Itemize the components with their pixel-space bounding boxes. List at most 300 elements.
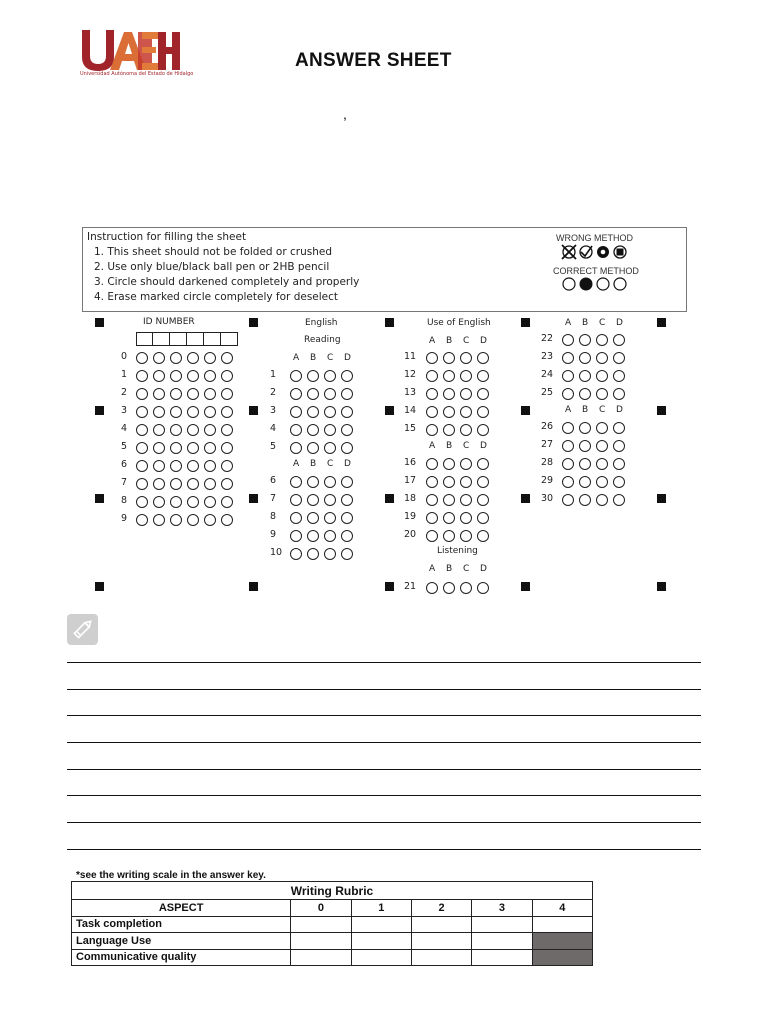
answer-bubble[interactable]: [426, 512, 438, 524]
id-bubble[interactable]: [170, 460, 182, 472]
answer-bubble[interactable]: [290, 530, 302, 542]
logo-subtitle: Universidad Autónoma del Estado de Hidalgo: [80, 71, 194, 77]
timing-mark: [95, 318, 104, 327]
pencil-icon: [67, 614, 98, 645]
option-letter: D: [344, 353, 351, 363]
answer-bubble[interactable]: [341, 424, 353, 436]
id-bubble[interactable]: [136, 352, 148, 364]
answer-bubble[interactable]: [613, 370, 625, 382]
answer-bubble[interactable]: [443, 406, 455, 418]
writing-line[interactable]: [67, 662, 701, 663]
id-bubble[interactable]: [204, 424, 216, 436]
answer-bubble[interactable]: [596, 388, 608, 400]
answer-bubble[interactable]: [579, 352, 591, 364]
answer-bubble[interactable]: [477, 530, 489, 542]
answer-bubble[interactable]: [324, 512, 336, 524]
question-number: 26: [541, 421, 554, 432]
score-cell[interactable]: [472, 916, 532, 933]
answer-bubble[interactable]: [443, 370, 455, 382]
answer-bubble[interactable]: [477, 370, 489, 382]
answer-bubble[interactable]: [596, 458, 608, 470]
answer-bubble[interactable]: [477, 494, 489, 506]
answer-bubble[interactable]: [443, 458, 455, 470]
question-number: 10: [270, 547, 283, 558]
answer-bubble[interactable]: [460, 424, 472, 436]
id-bubble[interactable]: [187, 406, 199, 418]
id-bubble[interactable]: [221, 442, 233, 454]
id-bubble[interactable]: [204, 514, 216, 526]
answer-bubble[interactable]: [426, 530, 438, 542]
question-number: 22: [541, 333, 554, 344]
answer-bubble[interactable]: [460, 512, 472, 524]
writing-note: *see the writing scale in the answer key.: [76, 870, 266, 881]
timing-mark: [657, 582, 666, 591]
id-bubble[interactable]: [204, 388, 216, 400]
answer-bubble[interactable]: [562, 476, 574, 488]
writing-line[interactable]: [67, 689, 701, 690]
score-cell[interactable]: [472, 949, 532, 966]
score-cell[interactable]: [351, 933, 411, 950]
option-letter: B: [310, 353, 317, 363]
option-letter: D: [344, 459, 351, 469]
option-letter: C: [599, 318, 606, 328]
option-letter: C: [327, 353, 334, 363]
id-bubble[interactable]: [204, 370, 216, 382]
answer-bubble[interactable]: [443, 424, 455, 436]
id-bubble[interactable]: [136, 478, 148, 490]
answer-bubble[interactable]: [426, 582, 438, 594]
answer-bubble[interactable]: [460, 370, 472, 382]
id-bubble[interactable]: [204, 406, 216, 418]
instruction-item: 4. Erase marked circle completely for deselect: [94, 291, 339, 303]
score-cell[interactable]: [472, 933, 532, 950]
answer-bubble[interactable]: [341, 370, 353, 382]
writing-line[interactable]: [67, 849, 701, 850]
answer-bubble[interactable]: [443, 494, 455, 506]
answer-bubble[interactable]: [443, 512, 455, 524]
wrong-method-label: WRONG METHOD: [556, 233, 633, 243]
id-bubble[interactable]: [204, 460, 216, 472]
timing-mark: [95, 494, 104, 503]
question-number: 4: [270, 423, 277, 434]
question-number: 14: [404, 405, 417, 416]
answer-bubble[interactable]: [341, 512, 353, 524]
question-number: 9: [270, 529, 277, 540]
score-header: 0: [291, 900, 351, 917]
id-bubble[interactable]: [170, 388, 182, 400]
answer-bubble[interactable]: [460, 530, 472, 542]
id-bubble[interactable]: [170, 424, 182, 436]
answer-bubble[interactable]: [307, 370, 319, 382]
answer-bubble[interactable]: [426, 370, 438, 382]
id-bubble[interactable]: [187, 496, 199, 508]
answer-bubble[interactable]: [426, 406, 438, 418]
id-digit-label: 4: [121, 423, 128, 434]
answer-bubble[interactable]: [443, 388, 455, 400]
id-bubble[interactable]: [153, 370, 165, 382]
score-cell[interactable]: [411, 933, 471, 950]
answer-bubble[interactable]: [477, 512, 489, 524]
id-digit-label: 1: [121, 369, 128, 380]
answer-bubble[interactable]: [562, 440, 574, 452]
id-bubble[interactable]: [153, 388, 165, 400]
answer-bubble[interactable]: [477, 476, 489, 488]
question-number: 15: [404, 423, 417, 434]
id-bubble[interactable]: [170, 352, 182, 364]
timing-mark: [385, 318, 394, 327]
id-bubble[interactable]: [204, 478, 216, 490]
score-cell[interactable]: [291, 916, 351, 933]
answer-bubble[interactable]: [579, 494, 591, 506]
answer-bubble[interactable]: [290, 388, 302, 400]
option-letter: A: [429, 336, 436, 346]
option-letter: A: [293, 459, 300, 469]
answer-bubble[interactable]: [477, 388, 489, 400]
answer-bubble[interactable]: [613, 494, 625, 506]
timing-mark: [521, 494, 530, 503]
id-bubble[interactable]: [136, 424, 148, 436]
answer-bubble[interactable]: [460, 494, 472, 506]
id-bubble[interactable]: [170, 514, 182, 526]
id-bubble[interactable]: [170, 406, 182, 418]
id-bubble[interactable]: [136, 370, 148, 382]
timing-mark: [657, 318, 666, 327]
id-bubble[interactable]: [170, 478, 182, 490]
answer-bubble[interactable]: [613, 476, 625, 488]
answer-bubble[interactable]: [579, 422, 591, 434]
answer-bubble[interactable]: [341, 476, 353, 488]
id-bubble[interactable]: [221, 370, 233, 382]
answer-bubble[interactable]: [324, 370, 336, 382]
id-bubble[interactable]: [136, 442, 148, 454]
answer-bubble[interactable]: [341, 530, 353, 542]
answer-bubble[interactable]: [579, 440, 591, 452]
writing-line[interactable]: [67, 715, 701, 716]
answer-bubble[interactable]: [596, 494, 608, 506]
answer-bubble[interactable]: [341, 548, 353, 560]
answer-bubble[interactable]: [460, 406, 472, 418]
writing-rubric-table: [71, 881, 593, 966]
answer-bubble[interactable]: [324, 406, 336, 418]
answer-bubble[interactable]: [579, 334, 591, 346]
answer-bubble[interactable]: [341, 388, 353, 400]
id-bubble[interactable]: [204, 442, 216, 454]
score-cell[interactable]: [351, 949, 411, 966]
id-digit-box[interactable]: [170, 332, 187, 346]
id-bubble[interactable]: [204, 352, 216, 364]
score-cell[interactable]: [291, 933, 351, 950]
instruction-item: 3. Circle should darkened completely and properly: [94, 276, 360, 288]
timing-mark: [95, 406, 104, 415]
answer-bubble[interactable]: [477, 458, 489, 470]
id-bubble[interactable]: [153, 352, 165, 364]
answer-bubble[interactable]: [562, 352, 574, 364]
id-bubble[interactable]: [153, 496, 165, 508]
question-number: 6: [270, 475, 277, 486]
comma-mark: ,: [343, 106, 347, 122]
answer-bubble[interactable]: [290, 442, 302, 454]
answer-bubble[interactable]: [477, 424, 489, 436]
option-letter: D: [480, 441, 487, 451]
question-number: 19: [404, 511, 417, 522]
timing-mark: [657, 494, 666, 503]
id-bubble[interactable]: [136, 388, 148, 400]
question-number: 13: [404, 387, 417, 398]
question-number: 21: [404, 581, 417, 592]
option-letter: C: [463, 564, 470, 574]
answer-bubble[interactable]: [290, 424, 302, 436]
answer-bubble[interactable]: [341, 442, 353, 454]
option-letter: D: [616, 405, 623, 415]
answer-bubble[interactable]: [324, 494, 336, 506]
answer-bubble[interactable]: [562, 388, 574, 400]
answer-bubble[interactable]: [307, 530, 319, 542]
instruction-item: 2. Use only blue/black ball pen or 2HB pencil: [94, 261, 330, 273]
score-cell[interactable]: [532, 916, 592, 933]
score-header: 4: [532, 900, 592, 917]
writing-line[interactable]: [67, 769, 701, 770]
answer-bubble[interactable]: [290, 494, 302, 506]
answer-bubble[interactable]: [460, 582, 472, 594]
score-cell[interactable]: [351, 916, 411, 933]
answer-bubble[interactable]: [290, 476, 302, 488]
instruction-item: 1. This sheet should not be folded or crushed: [94, 246, 333, 258]
answer-bubble[interactable]: [324, 476, 336, 488]
question-number: 1: [270, 369, 277, 380]
answer-bubble[interactable]: [596, 370, 608, 382]
answer-bubble[interactable]: [324, 424, 336, 436]
id-bubble[interactable]: [221, 460, 233, 472]
answer-bubble[interactable]: [460, 388, 472, 400]
question-number: 18: [404, 493, 417, 504]
id-bubble[interactable]: [170, 442, 182, 454]
score-cell[interactable]: [411, 916, 471, 933]
question-number: 3: [270, 405, 277, 416]
id-digit-box[interactable]: [204, 332, 221, 346]
id-bubble[interactable]: [187, 514, 199, 526]
question-number: 24: [541, 369, 554, 380]
answer-bubble[interactable]: [460, 352, 472, 364]
id-bubble[interactable]: [221, 496, 233, 508]
answer-bubble[interactable]: [477, 352, 489, 364]
timing-mark: [657, 406, 666, 415]
answer-bubble[interactable]: [290, 370, 302, 382]
id-bubble[interactable]: [187, 352, 199, 364]
id-bubble[interactable]: [187, 478, 199, 490]
answer-bubble[interactable]: [426, 424, 438, 436]
answer-bubble[interactable]: [596, 352, 608, 364]
id-bubble[interactable]: [136, 514, 148, 526]
answer-bubble[interactable]: [324, 530, 336, 542]
option-letter: A: [429, 441, 436, 451]
id-bubble[interactable]: [170, 496, 182, 508]
id-digit-label: 6: [121, 459, 128, 470]
option-letter: D: [616, 318, 623, 328]
answer-bubble[interactable]: [579, 370, 591, 382]
timing-mark: [521, 406, 530, 415]
id-bubble[interactable]: [153, 514, 165, 526]
question-number: 5: [270, 441, 277, 452]
answer-bubble[interactable]: [579, 388, 591, 400]
id-digit-label: 5: [121, 441, 128, 452]
id-bubble[interactable]: [153, 442, 165, 454]
id-bubble[interactable]: [221, 478, 233, 490]
score-cell-disabled: [532, 949, 592, 966]
option-letter: B: [582, 318, 589, 328]
question-number: 30: [541, 493, 554, 504]
id-bubble[interactable]: [187, 424, 199, 436]
answer-bubble[interactable]: [341, 406, 353, 418]
answer-bubble[interactable]: [562, 494, 574, 506]
answer-bubble[interactable]: [307, 424, 319, 436]
question-number: 20: [404, 529, 417, 540]
id-bubble[interactable]: [221, 406, 233, 418]
writing-line[interactable]: [67, 822, 701, 823]
answer-bubble[interactable]: [443, 352, 455, 364]
score-cell[interactable]: [291, 949, 351, 966]
option-letter: D: [480, 564, 487, 574]
id-bubble[interactable]: [204, 496, 216, 508]
timing-mark: [521, 318, 530, 327]
answer-bubble[interactable]: [613, 352, 625, 364]
id-bubble[interactable]: [221, 514, 233, 526]
answer-bubble[interactable]: [596, 440, 608, 452]
answer-bubble[interactable]: [307, 442, 319, 454]
answer-bubble[interactable]: [613, 422, 625, 434]
answer-bubble[interactable]: [307, 476, 319, 488]
answer-bubble[interactable]: [460, 476, 472, 488]
id-bubble[interactable]: [221, 352, 233, 364]
answer-bubble[interactable]: [307, 406, 319, 418]
rubric-row-label: Communicative quality: [72, 949, 291, 966]
answer-bubble[interactable]: [562, 334, 574, 346]
answer-bubble[interactable]: [613, 334, 625, 346]
answer-bubble[interactable]: [562, 458, 574, 470]
id-bubble[interactable]: [153, 460, 165, 472]
answer-bubble[interactable]: [613, 388, 625, 400]
id-digit-label: 9: [121, 513, 128, 524]
option-letter: C: [599, 405, 606, 415]
option-letter: A: [565, 318, 572, 328]
answer-bubble[interactable]: [426, 476, 438, 488]
answer-bubble[interactable]: [290, 406, 302, 418]
answer-bubble[interactable]: [596, 422, 608, 434]
answer-bubble[interactable]: [443, 476, 455, 488]
id-bubble[interactable]: [187, 388, 199, 400]
answer-bubble[interactable]: [426, 388, 438, 400]
option-letter: C: [463, 336, 470, 346]
writing-line[interactable]: [67, 742, 701, 743]
answer-bubble[interactable]: [562, 370, 574, 382]
id-digit-box[interactable]: [136, 332, 153, 346]
answer-bubble[interactable]: [307, 548, 319, 560]
answer-bubble[interactable]: [562, 422, 574, 434]
timing-mark: [385, 582, 394, 591]
option-letter: D: [480, 336, 487, 346]
score-cell[interactable]: [411, 949, 471, 966]
answer-bubble[interactable]: [426, 494, 438, 506]
id-digit-label: 3: [121, 405, 128, 416]
id-bubble[interactable]: [136, 460, 148, 472]
answer-bubble[interactable]: [426, 458, 438, 470]
score-header: 2: [411, 900, 471, 917]
rubric-title: Writing Rubric: [72, 882, 593, 900]
answer-bubble[interactable]: [579, 476, 591, 488]
id-bubble[interactable]: [221, 424, 233, 436]
id-bubble[interactable]: [153, 424, 165, 436]
answer-bubble[interactable]: [613, 440, 625, 452]
score-cell-disabled: [532, 933, 592, 950]
answer-bubble[interactable]: [341, 494, 353, 506]
id-bubble[interactable]: [221, 388, 233, 400]
question-number: 27: [541, 439, 554, 450]
listening-label: Listening: [437, 546, 478, 556]
id-number-label: ID NUMBER: [143, 317, 195, 327]
answer-bubble[interactable]: [477, 582, 489, 594]
answer-bubble[interactable]: [443, 530, 455, 542]
id-digit-box[interactable]: [153, 332, 170, 346]
answer-bubble[interactable]: [596, 334, 608, 346]
id-bubble[interactable]: [187, 442, 199, 454]
timing-mark: [385, 406, 394, 415]
answer-bubble[interactable]: [443, 582, 455, 594]
question-number: 2: [270, 387, 277, 398]
answer-bubble[interactable]: [324, 388, 336, 400]
id-bubble[interactable]: [153, 478, 165, 490]
answer-bubble[interactable]: [596, 476, 608, 488]
correct-method-label: CORRECT METHOD: [553, 266, 639, 276]
answer-bubble[interactable]: [460, 458, 472, 470]
answer-bubble[interactable]: [579, 458, 591, 470]
id-digit-box[interactable]: [221, 332, 238, 346]
answer-bubble[interactable]: [324, 548, 336, 560]
writing-line[interactable]: [67, 795, 701, 796]
question-number: 12: [404, 369, 417, 380]
id-bubble[interactable]: [187, 460, 199, 472]
id-bubble[interactable]: [136, 406, 148, 418]
answer-bubble[interactable]: [477, 406, 489, 418]
answer-bubble[interactable]: [324, 442, 336, 454]
option-letter: B: [446, 336, 453, 346]
reading-label: Reading: [304, 335, 341, 345]
id-bubble[interactable]: [153, 406, 165, 418]
id-digit-box[interactable]: [187, 332, 204, 346]
id-digit-label: 7: [121, 477, 128, 488]
option-letter: B: [310, 459, 317, 469]
answer-bubble[interactable]: [290, 512, 302, 524]
answer-bubble[interactable]: [307, 494, 319, 506]
option-letter: B: [446, 564, 453, 574]
answer-bubble[interactable]: [307, 388, 319, 400]
answer-bubble[interactable]: [613, 458, 625, 470]
use-of-english-label: Use of English: [427, 318, 491, 328]
aspect-header: ASPECT: [72, 900, 291, 917]
page-title: ANSWER SHEET: [295, 50, 452, 71]
id-bubble[interactable]: [136, 496, 148, 508]
option-letter: A: [429, 564, 436, 574]
answer-bubble[interactable]: [426, 352, 438, 364]
score-header: 3: [472, 900, 532, 917]
timing-mark: [249, 318, 258, 327]
answer-bubble[interactable]: [290, 548, 302, 560]
rubric-row-label: Language Use: [72, 933, 291, 950]
timing-mark: [95, 582, 104, 591]
timing-mark: [249, 494, 258, 503]
id-bubble[interactable]: [170, 370, 182, 382]
id-bubble[interactable]: [187, 370, 199, 382]
question-number: 16: [404, 457, 417, 468]
answer-bubble[interactable]: [307, 512, 319, 524]
